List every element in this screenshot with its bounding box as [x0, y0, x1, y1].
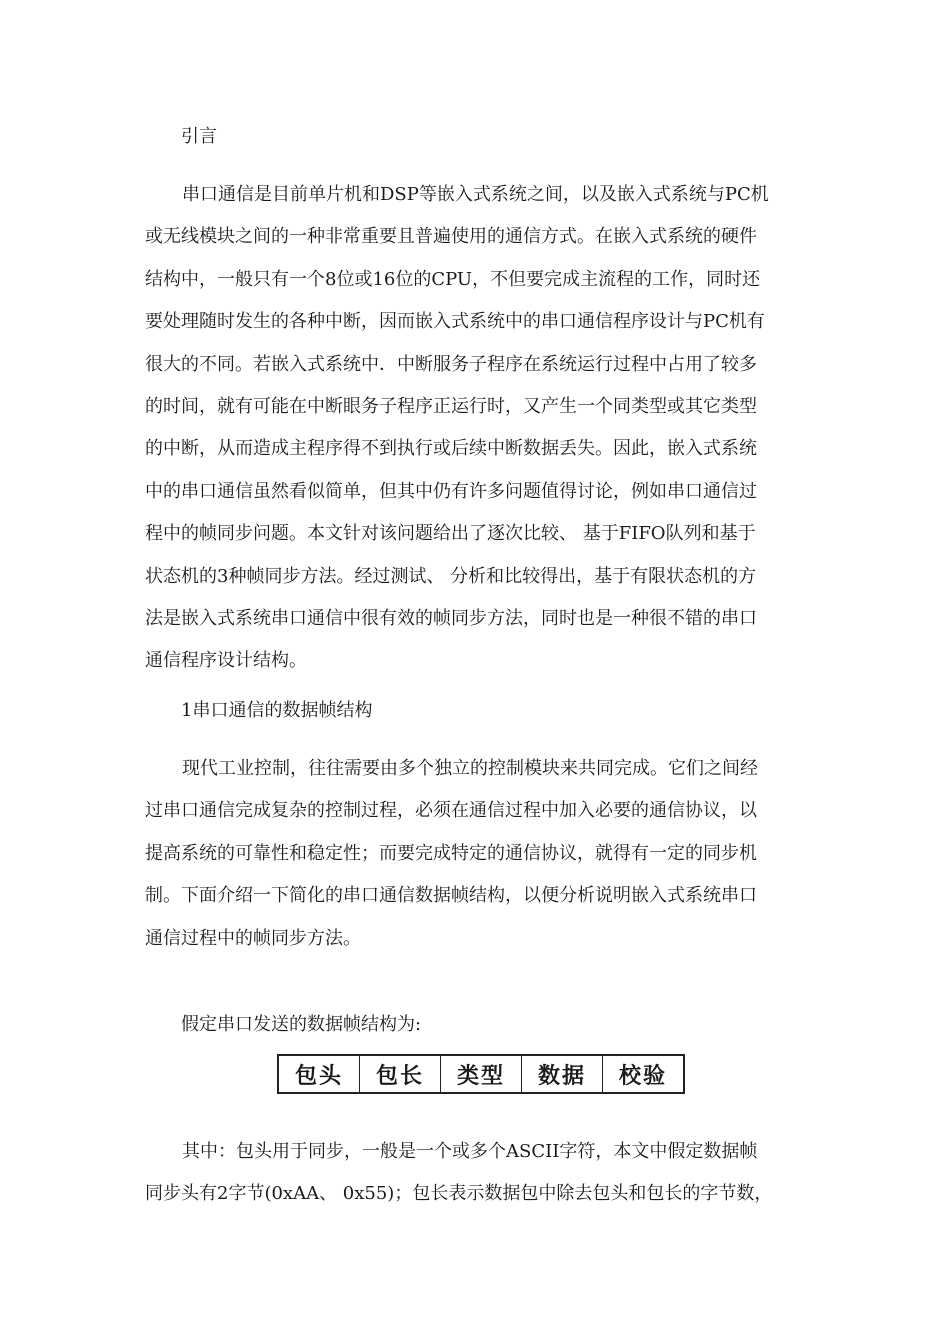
- text-line: 现代工业控制，往往需要由多个独立的控制模块来共同完成。它们之间经: [182, 758, 758, 779]
- frame-field-length: 包长: [360, 1056, 441, 1092]
- text-line: 通信程序设计结构。: [145, 650, 307, 672]
- text-line: 的时间，就有可能在中断眼务子程序正运行时，又产生一个同类型或其它类型: [145, 396, 757, 418]
- frame-field-header: 包头: [279, 1056, 360, 1092]
- text-line: 状态机的3种帧同步方法。经过测试、 分析和比较得出，基于有限状态机的方: [145, 565, 757, 587]
- intro-paragraph: [145, 174, 810, 683]
- text-line: 很大的不同。若嵌入式系统中．中断服务子程序在系统运行过程中占用了较多: [145, 353, 757, 375]
- after-paragraph: [145, 1131, 810, 1216]
- frame-field-type: 类型: [441, 1056, 522, 1092]
- text-line: 其中：包头用于同步，一般是一个或多个ASCII字符，本文中假定数据帧: [182, 1141, 758, 1162]
- text-line: 通信过程中的帧同步方法。: [145, 927, 361, 949]
- text-line: 制。下面介绍一下简化的串口通信数据帧结构，以便分析说明嵌入式系统串口: [145, 885, 757, 907]
- text-line: 的中断，从而造成主程序得不到执行或后续中断数据丢失。因此，嵌入式系统: [145, 438, 757, 460]
- intro-heading: 引言: [181, 126, 217, 147]
- text-line: 程中的帧同步问题。本文针对该问题给出了逐次比较、 基于FIFO队列和基于: [145, 523, 756, 545]
- frame-field-data: 数据: [522, 1056, 603, 1092]
- section1-paragraph: [145, 748, 810, 960]
- text-line: 结构中，一般只有一个8位或16位的CPU，不但要完成主流程的工作，同时还: [145, 268, 761, 290]
- frame-field-checksum: 校验: [618, 1063, 667, 1089]
- frame-intro: 假定串口发送的数据帧结构为:: [181, 1014, 422, 1035]
- text-line: 同步头有2字节(0xAA、 0x55)；包长表示数据包中除去包头和包长的字节数，: [145, 1183, 773, 1205]
- text-line: 要处理随时发生的各种中断，因而嵌入式系统中的串口通信程序设计与PC机有: [145, 311, 765, 333]
- text-line: 法是嵌入式系统串口通信中很有效的帧同步方法，同时也是一种很不错的串口: [145, 608, 757, 630]
- text-line: 过串口通信完成复杂的控制过程，必须在通信过程中加入必要的通信协议，以: [145, 800, 757, 822]
- text-line: 串口通信是目前单片机和DSP等嵌入式系统之间，以及嵌入式系统与PC机: [182, 184, 769, 205]
- text-line: 中的串口通信虽然看似简单，但其中仍有许多问题值得讨论，例如串口通信过: [145, 480, 757, 502]
- frame-structure-table: [277, 1054, 685, 1094]
- section1-heading: 1串口通信的数据帧结构: [181, 700, 373, 721]
- text-line: 提高系统的可靠性和稳定性；而要完成特定的通信协议，就得有一定的同步机: [145, 842, 757, 864]
- text-line: 或无线模块之间的一种非常重要且普遍使用的通信方式。在嵌入式系统的硬件: [145, 226, 757, 248]
